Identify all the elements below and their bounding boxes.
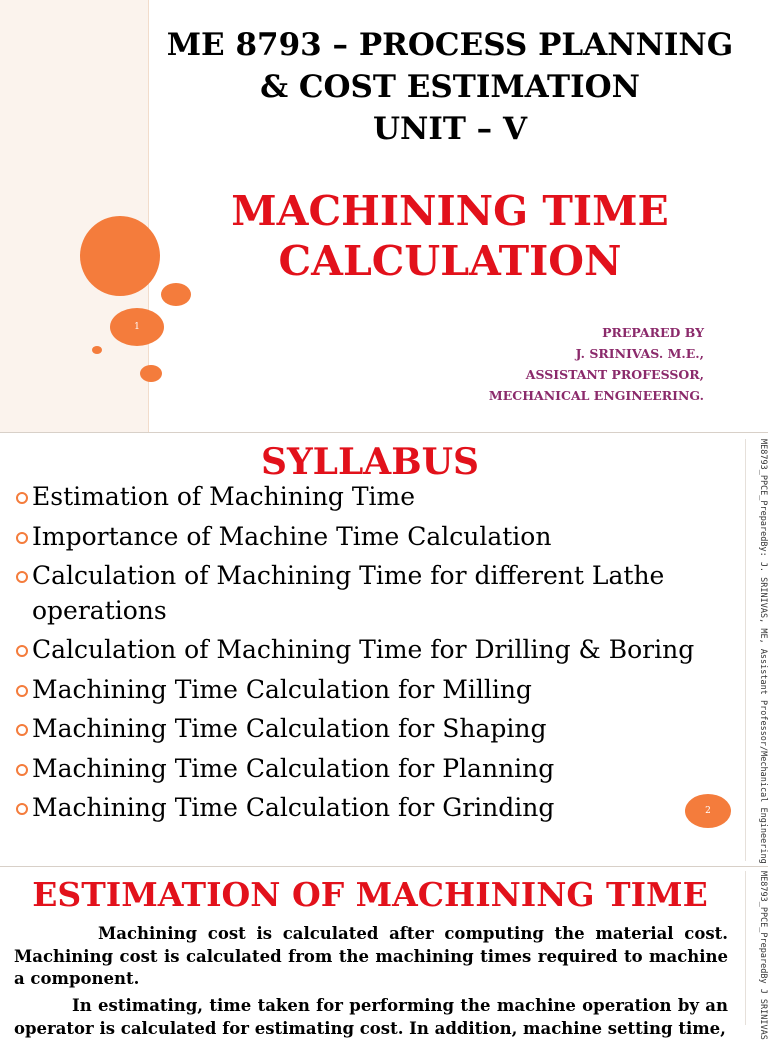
- unit-label: UNIT – V: [372, 111, 528, 147]
- bullet-circle-icon: [16, 645, 28, 657]
- bullet-circle-icon: [16, 764, 28, 776]
- side-footer: ME8793_PPCE_PreparedBy: J. SRINIVAS, ME, Assistant Professor/Mechanical Engineering: [745, 439, 768, 861]
- list-item: [14, 633, 714, 668]
- list-item: [14, 673, 714, 708]
- topic-title: [150, 186, 750, 286]
- author-credits: [489, 322, 704, 406]
- side-footer: ME8793_PPCE_PreparedBy J SRINIVAS: [745, 871, 768, 1025]
- list-item-text: Calculation of Machining Time for Drilling & Boring: [32, 635, 695, 664]
- list-item-text: Estimation of Machining Time: [32, 482, 416, 511]
- topic-title-line1: MACHINING TIME: [231, 187, 669, 235]
- list-item-text: Machining Time Calculation for Milling: [32, 674, 532, 704]
- prepared-by-label: PREPARED BY: [602, 325, 704, 340]
- list-item: [14, 791, 714, 826]
- bullet-circle-icon: [16, 803, 28, 815]
- decorative-circle-small: [140, 365, 162, 382]
- page-number-badge: 2: [685, 794, 731, 828]
- list-item-text: Machining Time Calculation for Shaping: [32, 714, 547, 743]
- author-name: J. SRINIVAS. M.E.,: [575, 346, 704, 361]
- estimation-slide: [0, 866, 768, 1040]
- topic-title-line2: CALCULATION: [278, 237, 622, 285]
- author-designation: ASSISTANT PROFESSOR,: [525, 367, 704, 382]
- list-item-text: Machining Time Calculation for Planning: [32, 753, 555, 783]
- decorative-circle-large: [80, 216, 160, 296]
- list-item-text: Machining Time Calculation for Grinding: [32, 793, 555, 822]
- author-department: MECHANICAL ENGINEERING.: [488, 388, 704, 403]
- paragraph: Machining cost is calculated after computing the material cost. Machining cost is calculated from the machining times required to machine a component.: [14, 924, 728, 988]
- paragraph: In estimating, time taken for performing the machine operation by an operator is calculated for estimating cost. In addition, machine setting time,: [14, 996, 728, 1038]
- syllabus-heading: SYLLABUS: [260, 441, 480, 483]
- list-item-text: Importance of Machine Time Calculation: [32, 521, 552, 551]
- bullet-circle-icon: [16, 532, 28, 544]
- decorative-circle-small: [92, 346, 102, 354]
- syllabus-list: [14, 480, 714, 831]
- list-item: [14, 480, 714, 515]
- estimation-heading: ESTIMATION OF MACHINING TIME: [32, 875, 708, 914]
- list-item: [14, 752, 714, 787]
- syllabus-slide: [0, 432, 768, 865]
- course-title-line2: & COST ESTIMATION: [260, 69, 640, 105]
- title-slide: [0, 0, 768, 432]
- bullet-circle-icon: [16, 571, 28, 583]
- list-item: [14, 520, 714, 555]
- bullet-circle-icon: [16, 685, 28, 697]
- page-number-badge: 1: [110, 308, 164, 346]
- bullet-circle-icon: [16, 724, 28, 736]
- list-item: [14, 559, 714, 628]
- decorative-circle-medium: [161, 283, 191, 306]
- bullet-circle-icon: [16, 492, 28, 504]
- list-item: [14, 712, 714, 747]
- course-title: [150, 24, 750, 150]
- course-title-line1: ME 8793 – PROCESS PLANNING: [166, 27, 734, 63]
- list-item-text: Calculation of Machining Time for different Lathe operations: [32, 561, 665, 625]
